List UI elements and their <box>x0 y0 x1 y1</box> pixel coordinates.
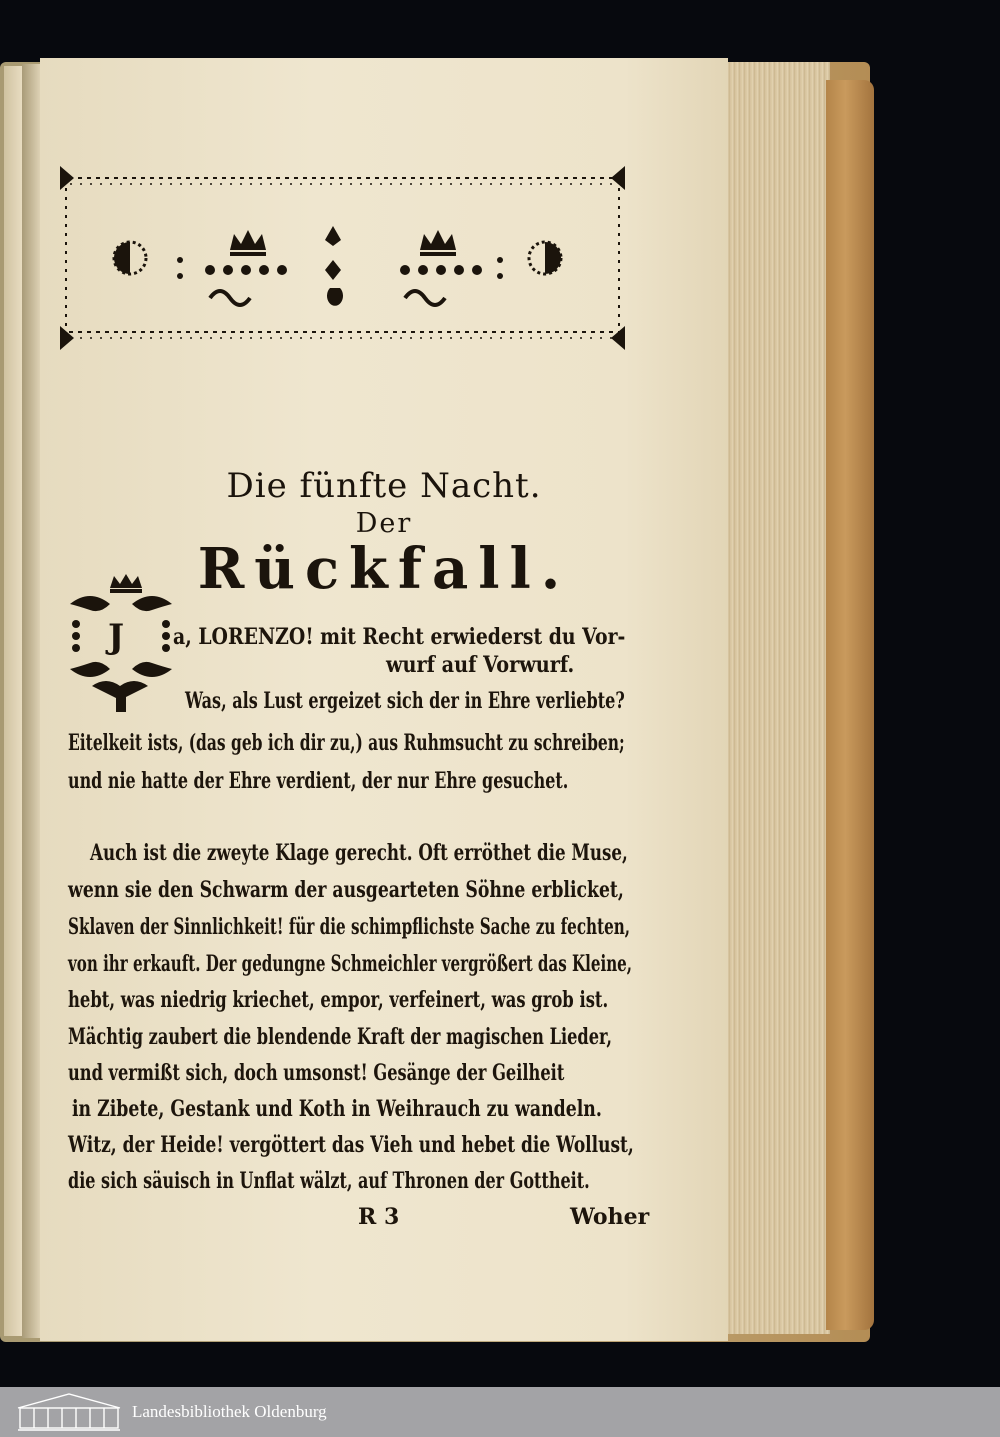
page-block-edge <box>726 62 830 1334</box>
book-gutter <box>22 64 42 1338</box>
text-line: Witz, der Heide! vergöttert das Vieh und hebet die Wollust, <box>68 1132 634 1158</box>
text-line: Auch ist die zweyte Klage gerecht. Oft erröthet die Muse, <box>90 840 628 866</box>
ornament-border-bottom <box>60 332 625 338</box>
left-page-edge <box>4 66 23 1336</box>
text-line: Sklaven der Sinnlichkeit! für die schimpflichste Sache zu fechten, <box>68 914 631 940</box>
text-line: Eitelkeit ists, (das geb ich dir zu,) aus Ruhmsucht zu schreiben; <box>68 730 625 756</box>
text-line: und nie hatte der Ehre verdient, der nur Ehre gesuchet. <box>68 768 569 794</box>
text-line: in Zibete, Gestank und Koth in Weihrauch zu wandeln. <box>72 1096 602 1122</box>
svg-text:J: J <box>108 617 125 657</box>
chapter-title: Rückfall. <box>197 536 571 602</box>
chapter-subheading: Der <box>355 508 413 539</box>
ornament-header <box>60 160 625 355</box>
text-line: hebt, was niedrig kriechet, empor, verfeinert, was grob ist. <box>68 987 609 1013</box>
text-line: a, LORENZO! mit Recht erwiederst du Vor- <box>173 624 626 650</box>
catchword: Woher <box>570 1204 650 1230</box>
library-building-icon <box>14 1392 124 1432</box>
decorated-initial <box>62 574 180 714</box>
text-line: wenn sie den Schwarm der ausgearteten Söhne erblicket, <box>68 877 624 903</box>
book-page <box>40 58 728 1341</box>
text-line: und vermißt sich, doch umsonst! Gesänge der Geilheit <box>68 1060 565 1086</box>
text-line: die sich säuisch in Unflat wälzt, auf Thronen der Gottheit. <box>68 1168 590 1194</box>
cover-spine-edge <box>826 80 874 1330</box>
ornament-border-top <box>60 178 625 184</box>
footer-bar <box>0 1387 1000 1437</box>
text-line: wurf auf Vorwurf. <box>386 652 575 678</box>
chapter-heading: Die fünfte Nacht. <box>226 466 542 506</box>
text-line: von ihr erkauft. Der gedungne Schmeichler vergrößert das Kleine, <box>68 951 633 977</box>
text-line: Mächtig zaubert die blendende Kraft der magischen Lieder, <box>68 1024 613 1050</box>
library-name: Landesbibliothek Oldenburg <box>132 1402 327 1421</box>
signature-mark: R 3 <box>358 1204 400 1230</box>
text-line: Was, als Lust ergeizet sich der in Ehre verliebte? <box>185 688 625 714</box>
